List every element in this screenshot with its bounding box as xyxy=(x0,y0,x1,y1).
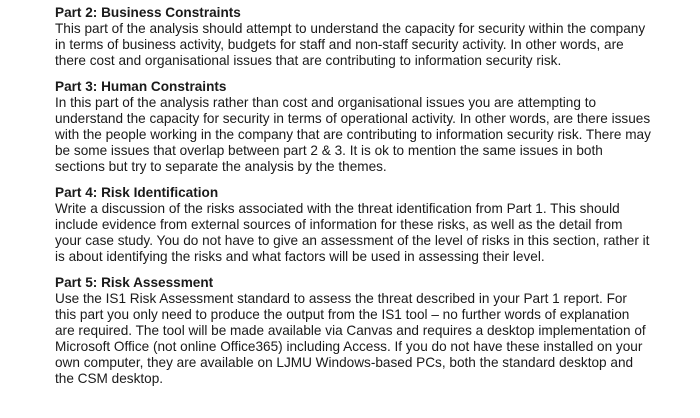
paragraph-line: sections but try to separate the analysis by the themes. xyxy=(55,159,387,174)
section-heading: Part 3: Human Constraints xyxy=(55,79,227,94)
paragraph-line: Write a discussion of the risks associated with the threat identification from Part 1. This should xyxy=(55,201,620,216)
section-heading: Part 5: Risk Assessment xyxy=(55,275,214,290)
section-heading: Part 4: Risk Identification xyxy=(55,185,219,200)
paragraph-line: Microsoft Office (not online Office365) including Access. If you do not have these installed on your xyxy=(55,339,643,354)
paragraph-line: are required. The tool will be made available via Canvas and requires a desktop implementation of xyxy=(55,323,646,338)
paragraph-line: own computer, they are available on LJMU Windows-based PCs, both the standard desktop and xyxy=(55,355,634,370)
paragraph-line: there cost and organisational issues that are contributing to information security risk. xyxy=(55,53,562,68)
section-business-constraints xyxy=(55,5,700,69)
paragraph-line: understand the capacity for security in terms of operational activity. In other words, are there issues xyxy=(55,111,651,126)
paragraph-line: your case study. You do not have to give an assessment of the level of risks in this section, rather it xyxy=(55,233,650,248)
section-human-constraints xyxy=(55,79,700,175)
paragraph-line: This part of the analysis should attempt to understand the capacity for security within the company xyxy=(55,21,646,36)
section-risk-identification xyxy=(55,185,700,265)
document-page xyxy=(55,5,700,397)
paragraph-line: is about identifying the risks and what factors will be used in assessing their level. xyxy=(55,249,545,264)
paragraph-line: the CSM desktop. xyxy=(55,371,164,386)
paragraph-line: this part you only need to produce the output from the IS1 tool – no further words of explanation xyxy=(55,307,630,322)
paragraph-line: In this part of the analysis rather than cost and organisational issues you are attempting to xyxy=(55,95,597,110)
paragraph-line: in terms of business activity, budgets for staff and non-staff security activity. In other words, are xyxy=(55,37,624,52)
paragraph-line: be some issues that overlap between part 2 & 3. It is ok to mention the same issues in both xyxy=(55,143,603,158)
section-risk-assessment xyxy=(55,275,700,387)
paragraph-line: include evidence from external sources of information for these risks, as well as the detail from xyxy=(55,217,623,232)
paragraph-line: with the people working in the company that are contributing to information security risk. There may xyxy=(55,127,651,142)
paragraph-line: Use the IS1 Risk Assessment standard to assess the threat described in your Part 1 report. For xyxy=(55,291,627,306)
section-heading: Part 2: Business Constraints xyxy=(55,5,241,20)
